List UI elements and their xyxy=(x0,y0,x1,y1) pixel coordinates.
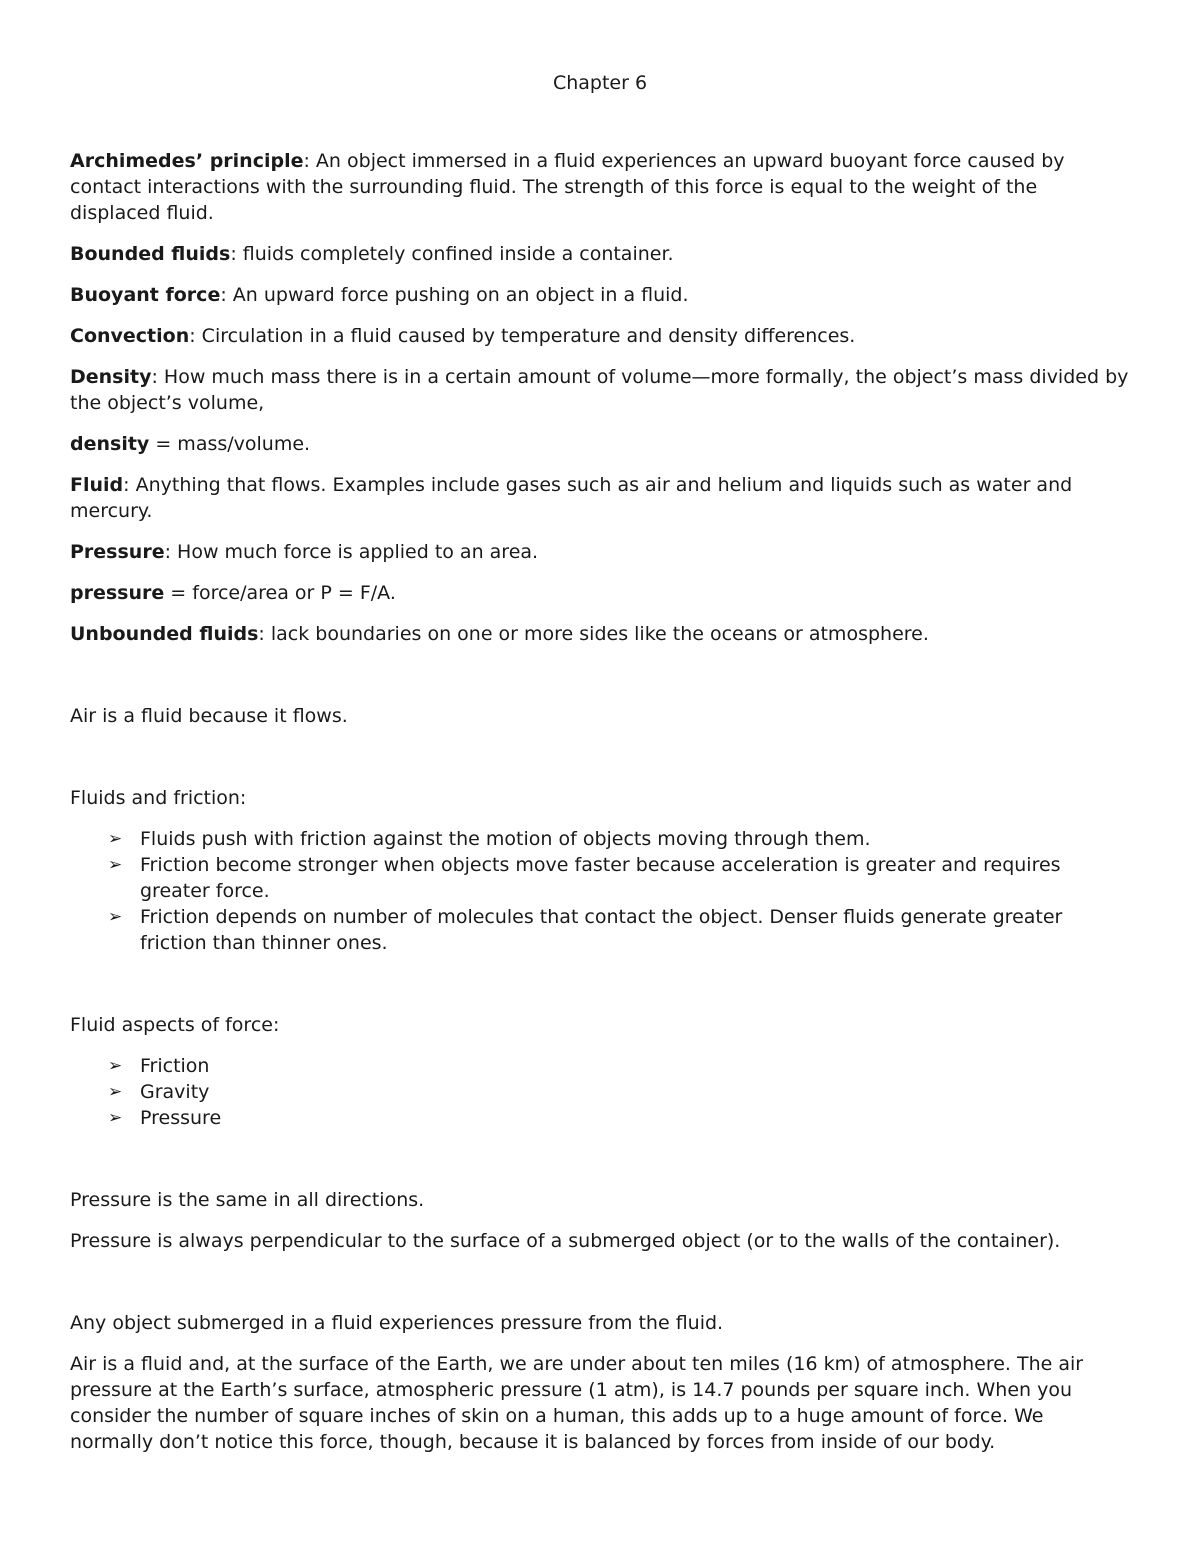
definition-text: : An object immersed in a fluid experiences an upward buoyant force caused by contact interactions with the surrounding fluid. The strength of this force is equal to the weight of the displaced fluid. xyxy=(70,150,1065,224)
definition-term: Fluid xyxy=(70,474,124,496)
arrow-bullet-icon: ➢ xyxy=(108,1082,123,1102)
air-fluid-paragraph: Air is a fluid because it flows. xyxy=(70,705,348,727)
arrow-bullet-icon: ➢ xyxy=(108,829,123,849)
definition-term: Archimedes’ principle xyxy=(70,150,304,172)
definition-text: : Anything that flows. Examples include gases such as air and helium and liquids such as water and mercury. xyxy=(70,474,1073,522)
list-item xyxy=(70,1105,1130,1131)
spacer xyxy=(70,1131,1130,1187)
spacer xyxy=(70,956,1130,1012)
list-item-text: Gravity xyxy=(140,1081,210,1103)
definition-text: = force/area or P = F/A. xyxy=(164,582,396,604)
definition-item xyxy=(70,323,1130,349)
definition-term: Buoyant force xyxy=(70,284,221,306)
force-list xyxy=(70,1053,1130,1131)
definition-text: = mass/volume. xyxy=(149,433,311,455)
arrow-bullet-icon: ➢ xyxy=(108,1108,123,1128)
friction-section-intro: Fluids and friction: xyxy=(70,787,247,809)
definition-item xyxy=(70,431,1130,457)
arrow-bullet-icon: ➢ xyxy=(108,907,123,927)
definition-text: : How much mass there is in a certain amount of volume—more formally, the object’s mass divided by the object’s volume, xyxy=(70,366,1129,414)
arrow-bullet-icon: ➢ xyxy=(108,855,123,875)
definition-item xyxy=(70,472,1130,524)
list-item-text: Friction xyxy=(140,1055,210,1077)
spacer xyxy=(70,662,1130,703)
list-item-text: Fluids push with friction against the motion of objects moving through them. xyxy=(140,828,871,850)
definition-text: : lack boundaries on one or more sides like the oceans or atmosphere. xyxy=(258,623,929,645)
definitions-list xyxy=(70,148,1130,647)
spacer xyxy=(70,1269,1130,1310)
definition-term: density xyxy=(70,433,150,455)
definition-text: : An upward force pushing on an object in a fluid. xyxy=(220,284,689,306)
closing-paragraph: Air is a fluid and, at the surface of the Earth, we are under about ten miles (16 km) of atmosphere. The air pressure at the Earth’s surface, atmospheric pressure (1 atm), is 14.7 pounds per square inch. When you consider the number of square inches of skin on a human, this adds up to a huge amount of force. We normally don’t notice this force, though, because it is balanced by forces from inside of our body. xyxy=(70,1353,1084,1453)
list-item xyxy=(70,904,1130,956)
definition-text: : fluids completely confined inside a container. xyxy=(230,243,674,265)
spacer xyxy=(70,744,1130,785)
list-item xyxy=(70,1079,1130,1105)
definition-item xyxy=(70,148,1130,226)
list-item xyxy=(70,852,1130,904)
definition-item xyxy=(70,539,1130,565)
definition-term: pressure xyxy=(70,582,165,604)
definition-term: Bounded fluids xyxy=(70,243,231,265)
pressure-paragraph: Pressure is always perpendicular to the surface of a submerged object (or to the walls of the container). xyxy=(70,1230,1061,1252)
definition-term: Pressure xyxy=(70,541,165,563)
definition-text: : Circulation in a fluid caused by temperature and density differences. xyxy=(189,325,856,347)
definition-item xyxy=(70,241,1130,267)
arrow-bullet-icon: ➢ xyxy=(108,1056,123,1076)
definition-text: : How much force is applied to an area. xyxy=(164,541,539,563)
list-item-text: Pressure xyxy=(140,1107,222,1129)
list-item xyxy=(70,826,1130,852)
closing-paragraph: Any object submerged in a fluid experiences pressure from the fluid. xyxy=(70,1312,724,1334)
chapter-title: Chapter 6 xyxy=(552,72,648,94)
definition-term: Convection xyxy=(70,325,190,347)
force-section-intro: Fluid aspects of force: xyxy=(70,1014,280,1036)
friction-list xyxy=(70,826,1130,956)
definition-item xyxy=(70,621,1130,647)
pressure-paragraph: Pressure is the same in all directions. xyxy=(70,1189,425,1211)
definition-term: Unbounded fluids xyxy=(70,623,259,645)
definition-item xyxy=(70,580,1130,606)
list-item xyxy=(70,1053,1130,1079)
definition-item xyxy=(70,364,1130,416)
definition-term: Density xyxy=(70,366,152,388)
document-page xyxy=(70,70,1130,1470)
definition-item xyxy=(70,282,1130,308)
list-item-text: Friction depends on number of molecules that contact the object. Denser fluids generate greater friction than thinner ones. xyxy=(140,906,1063,954)
list-item-text: Friction become stronger when objects move faster because acceleration is greater and requires greater force. xyxy=(140,854,1061,902)
